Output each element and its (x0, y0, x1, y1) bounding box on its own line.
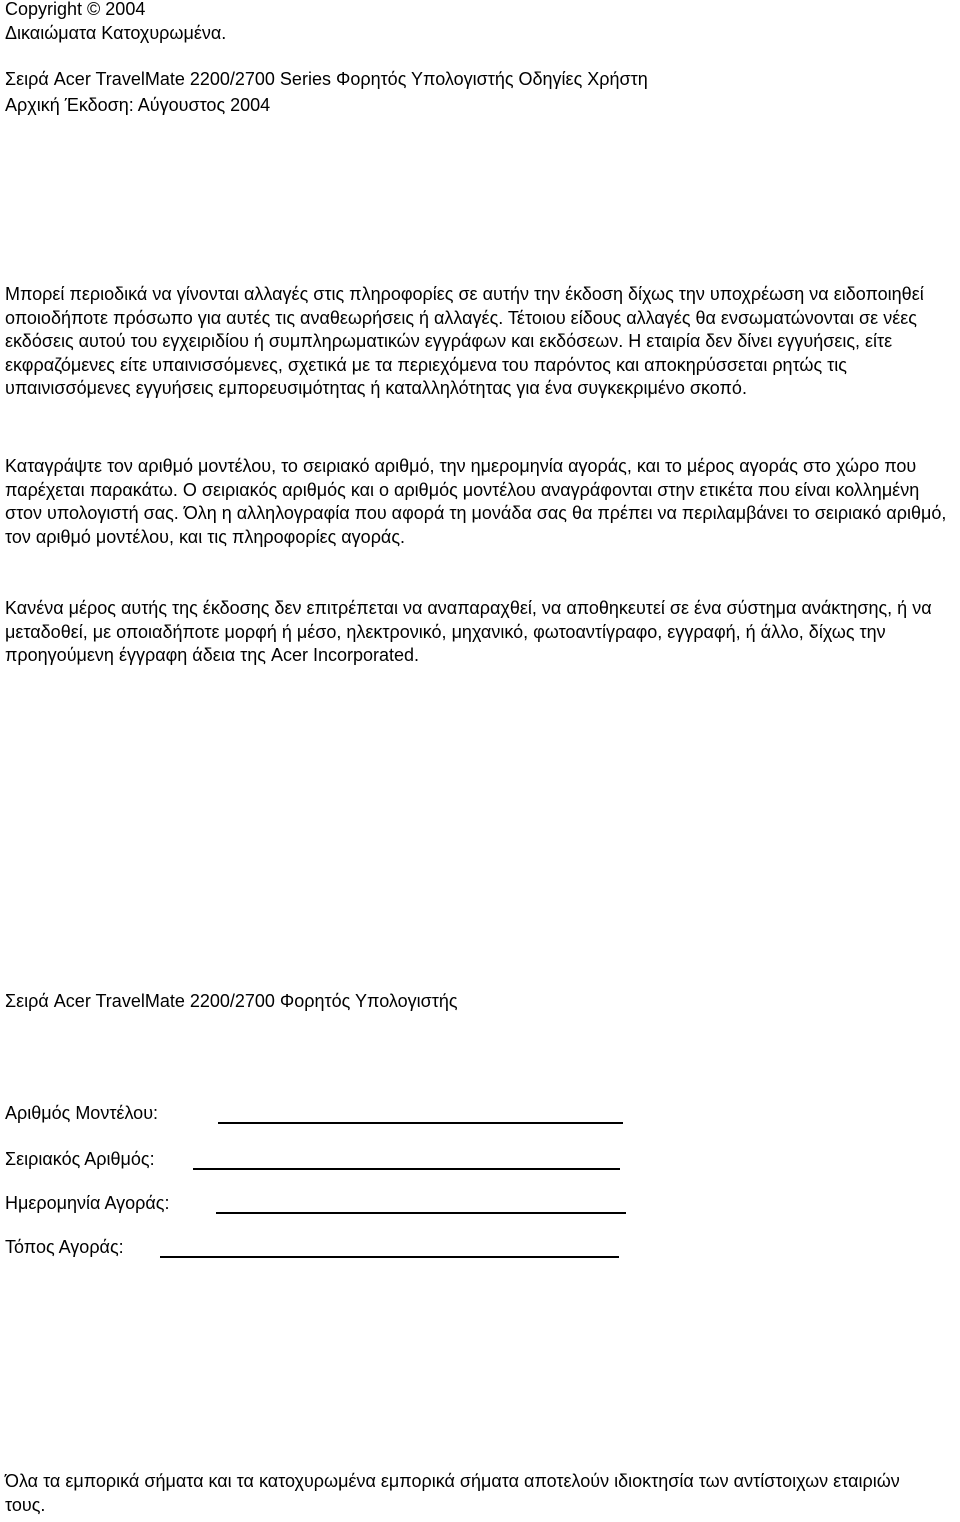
trademarks-notice: Όλα τα εμπορικά σήματα και τα κατοχυρωμένα εμπορικά σήματα αποτελούν ιδιοκτησία των αντίστοιχων εταιριών τους. (5, 1471, 900, 1515)
purchase-place-field (5, 1236, 124, 1258)
record-info-paragraph: Καταγράψτε τον αριθμό μοντέλου, το σειριακό αριθμό, την ημερομηνία αγοράς, και το μέρος αγοράς στο χώρο που παρέχεται παρακάτω. Ο σειριακός αριθμός και ο αριθμός μοντέλου αναγράφονται στην ετικέτα που είναι κολλημένη στον υπολογιστή σας. Όλη η αλληλογραφία που αφορά τη μονάδα σας θα πρέπει να περιλαμβάνει το σειριακό αριθμό, τον αριθμό μοντέλου, και τις πληροφορίες αγοράς. (5, 456, 947, 547)
model-number-field (5, 1102, 158, 1124)
serial-number-blank-line (193, 1168, 620, 1170)
purchase-date-label: Ημερομηνία Αγοράς: (5, 1193, 170, 1213)
purchase-place-blank-line (160, 1256, 619, 1258)
reproduction-notice-paragraph: Κανένα μέρος αυτής της έκδοσης δεν επιτρέπεται να αναπαραχθεί, να αποθηκευτεί σε ένα σύστημα ανάκτησης, ή να μεταδοθεί, με οποιαδήποτε μορφή ή μέσο, ηλεκτρονικό, μηχανικό, φωτοαντίγραφο, εγγραφή, ή άλλο, δίχως την προηγούμενη έγγραφη άδεια της Acer Incorporated. (5, 598, 932, 665)
model-number-label: Αριθμός Μοντέλου: (5, 1103, 159, 1123)
serial-number-label: Σειριακός Αριθμός: (5, 1149, 155, 1169)
purchase-date-field (5, 1192, 169, 1214)
product-line-title: Σειρά Acer TravelMate 2200/2700 Φορητός Υπολογιστής (5, 991, 458, 1011)
copyright-line: Copyright © 2004 (5, 0, 146, 19)
purchase-date-blank-line (216, 1212, 626, 1214)
changes-disclaimer-paragraph: Μπορεί περιοδικά να γίνονται αλλαγές στις πληροφορίες σε αυτήν την έκδοση δίχως την υποχρέωση να ειδοποιηθεί οποιοδήποτε πρόσωπο για αυτές τις αναθεωρήσεις ή αλλαγές. Τέτοιου είδους αλλαγές θα ενσωματώνονται σε νέες εκδόσεις αυτού του εγχειριδίου ή συμπληρωματικών εγγράφων και εκδόσεων. Η εταιρία δεν δίνει εγγυήσεις, είτε εκφραζόμενες είτε υπαινισσόμενες, σχετικά με τα περιεχόμενα του παρόντος και αποκηρύσσεται ρητώς τις υπαινισσόμενες εγγυήσεις εμπορευσιμότητας ή καταλληλότητας για ένα συγκεκριμένο σκοπό. (5, 284, 924, 398)
model-number-blank-line (218, 1122, 623, 1124)
rights-reserved-line: Δικαιώματα Κατοχυρωμένα. (5, 23, 227, 43)
edition-line: Αρχική Έκδοση: Αύγουστος 2004 (5, 95, 271, 115)
document-page (5, 0, 955, 1522)
series-title: Σειρά Acer TravelMate 2200/2700 Series Φορητός Υπολογιστής Οδηγίες Χρήστη (5, 69, 648, 89)
serial-number-field (5, 1148, 155, 1170)
purchase-place-label: Τόπος Αγοράς: (5, 1237, 124, 1257)
